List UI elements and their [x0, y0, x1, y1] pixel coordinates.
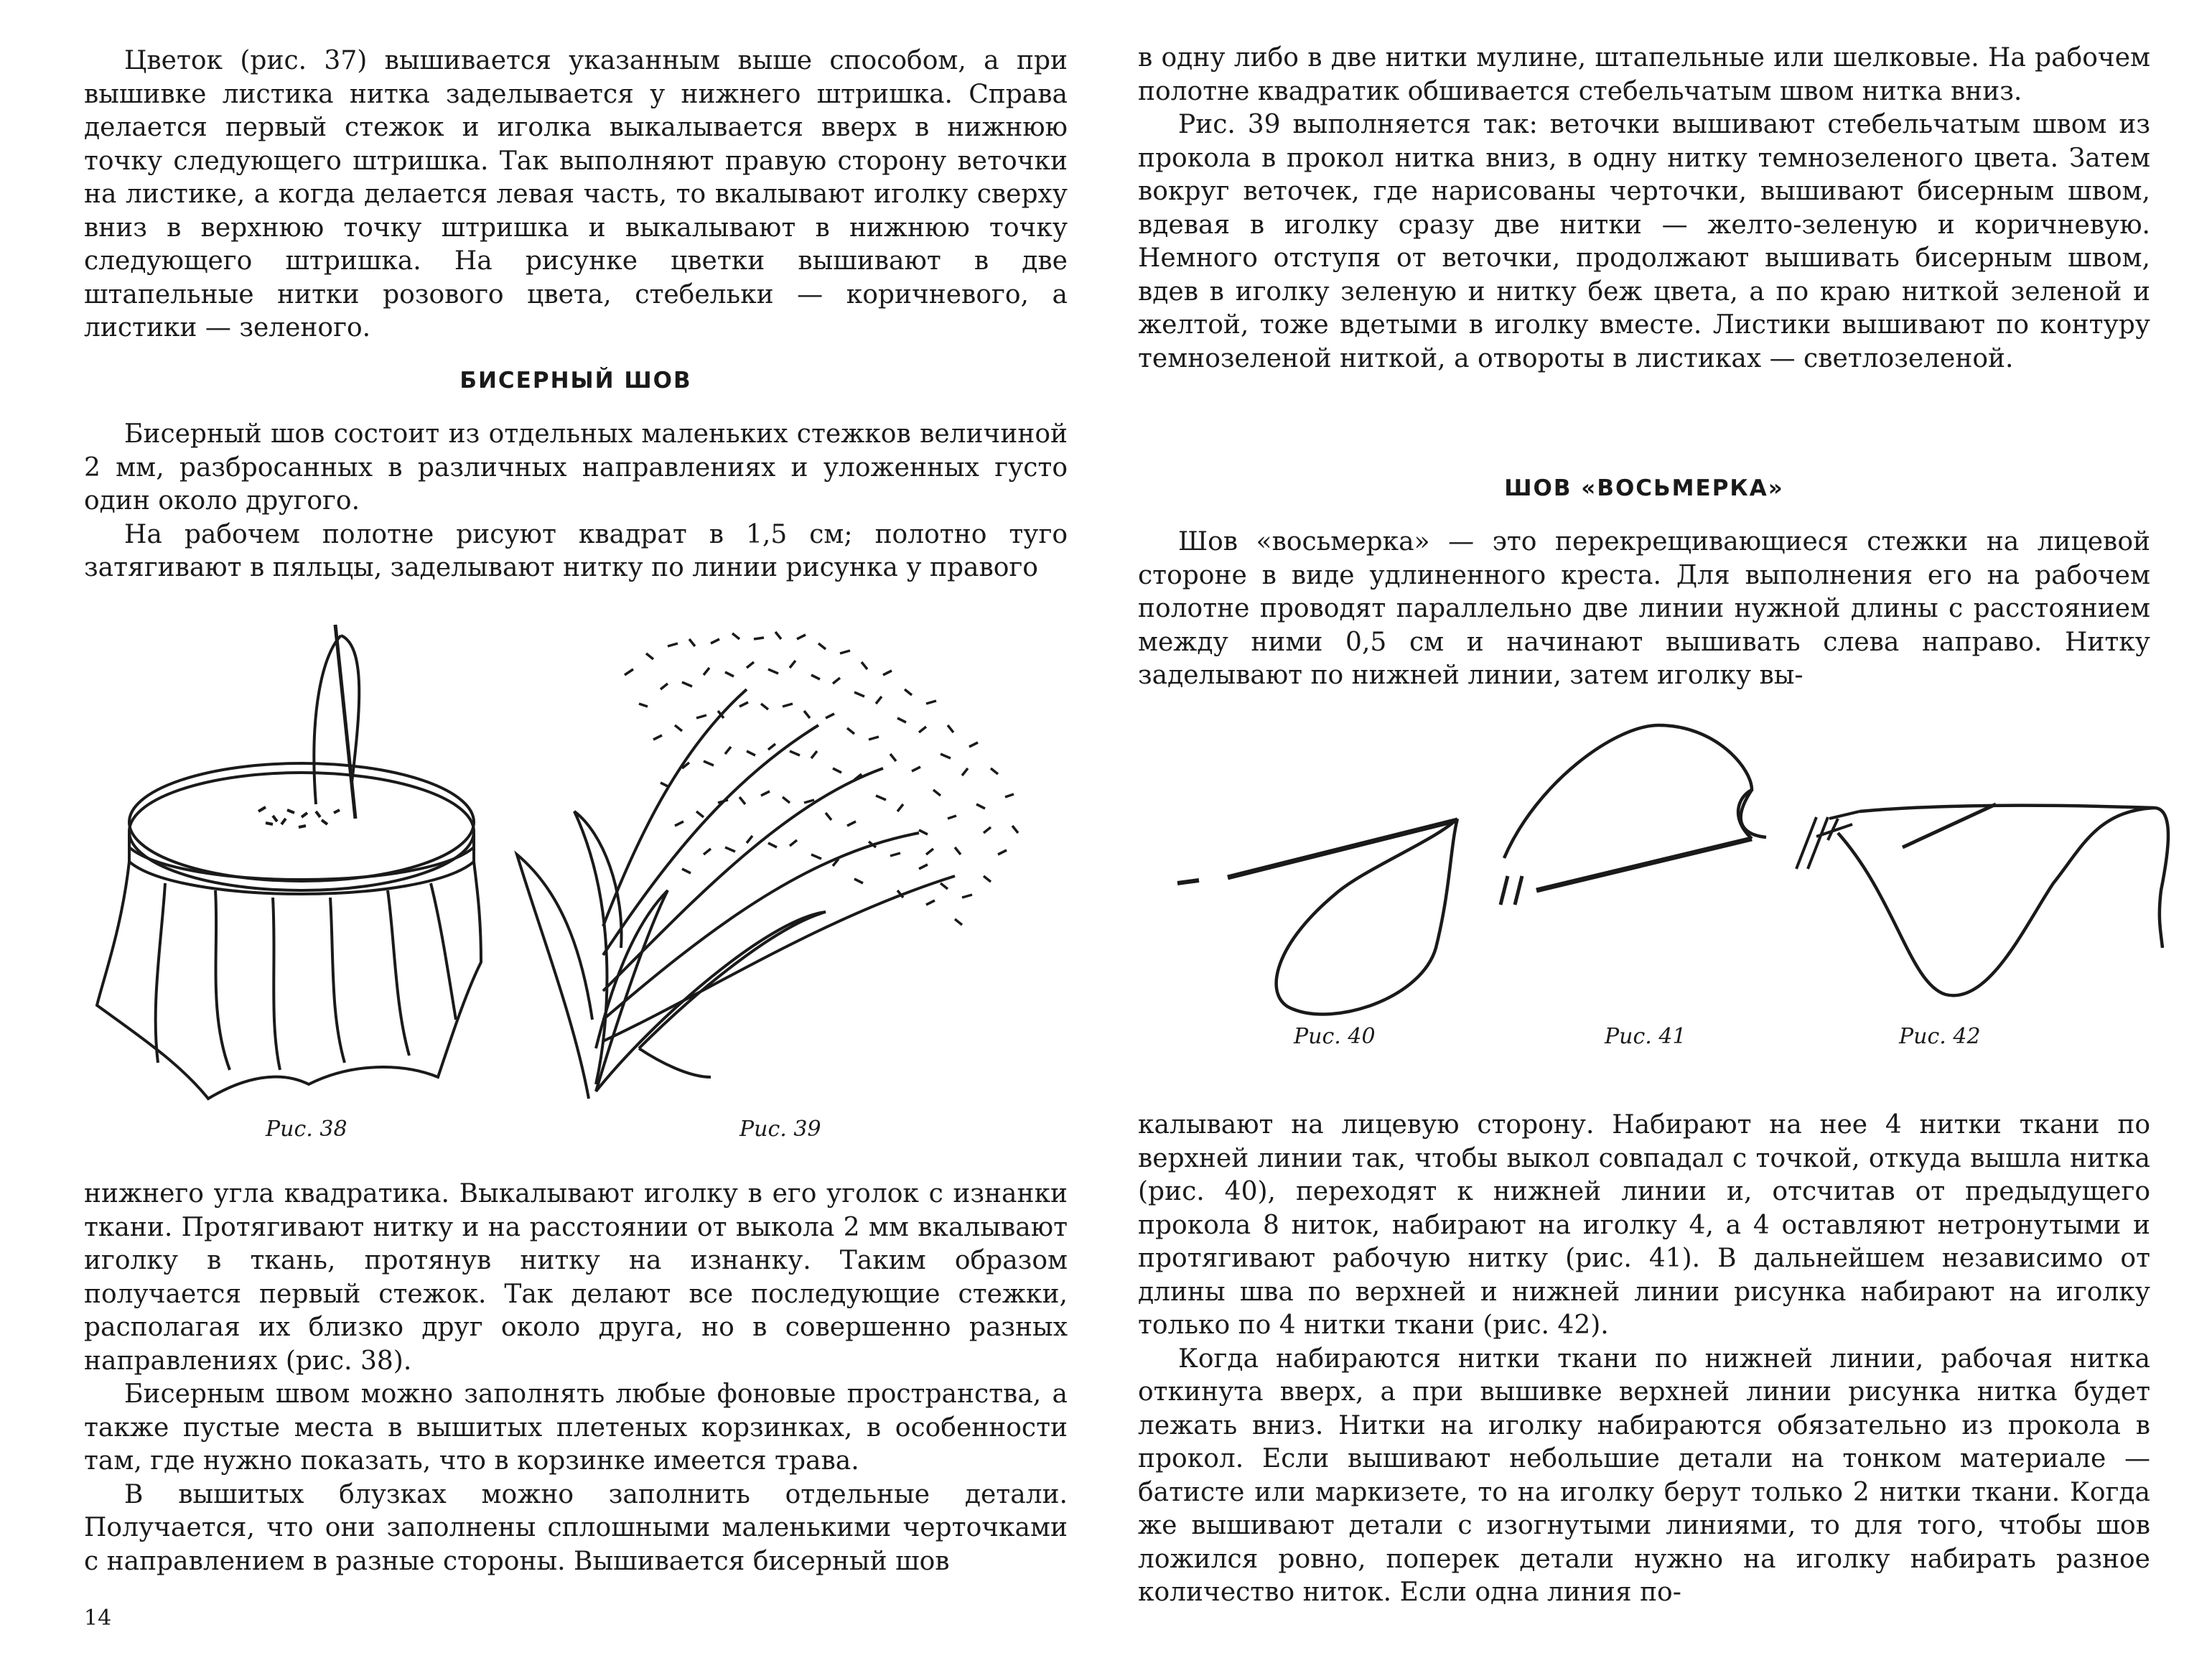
figure-eight-paragraph: Шов «восьмерка» — это перекрещивающиеся стежки на лицевой стороне в виде удлиненного креста. Для выполнения его на рабочем полотне проводят параллельно две линии нужной длины с расстоянием между ними 0,5 см и начинают вышивать слева направо. Нитку заделывают по нижней линии, затем иголку вы- [1138, 527, 2150, 690]
paragraph-blouses: В вышитых блузках можно заполнить отдельные детали. Получается, что они заполнены сплошными маленькими черточками с направлением в разные стороны. Вышивается бисерный шов [84, 1479, 1068, 1576]
left-intro-paragraph: Цветок (рис. 37) вышивается указанным выше способом, а при вышивке листика нитка заделывается у нижнего штришка. Справа делается первый стежок и иголка выкалывается вверх в нижнюю точку следующего штришка. Так выполняют правую сторону веточки на листике, а когда делается левая часть, то вкалывают иголку сверху вниз в верхнюю точку штришка и выкалывают в нижнюю точку следующего штришка. На рисунке цветки вышивают в две штапельные нитки розового цвета, стебельки — коричневого, а листики — зеленого. [84, 46, 1068, 343]
figure-39-leaves-illustration [495, 618, 1048, 1106]
right-intro-paragraph: в одну либо в две нитки мулине, штапельные или шелковые. На рабочем полотне квадратик обшивается стебельчатым швом нитка вниз. [1138, 43, 2150, 106]
beaded-stitch-paragraph-1: Бисерный шов состоит из отдельных маленьких стежков величиной 2 мм, разбросанных в различных направлениях и уложенных густо один около другого. [84, 419, 1068, 516]
figure-39-paragraph: Рис. 39 выполняется так: веточки вышивают стебельчатым швом из прокола в прокол нитка вниз, в одну нитку темнозеленого цвета. Затем вокруг веточек, где нарисованы черточки, вышивают бисерным швом, вдевая в иголку сразу две нитки — желто-зеленую и коричневую. Немного отступя от веточки, продолжают вышивать бисерным швом, вдев в иголку зеленую и нитку беж цвета, а по краю ниткой зеленой и желтой, тоже вдетыми в иголку вместе. Листики вышивают по контуру темнозеленой ниткой, а отвороты в листиках — светлозеленой. [1138, 110, 2150, 373]
figure-41-caption: Рис. 41 [1605, 1024, 1686, 1049]
figure-42-caption: Рис. 42 [1899, 1024, 1981, 1049]
figure-38-hoop-illustration [93, 603, 495, 1106]
figure-38-caption: Рис. 38 [266, 1117, 347, 1142]
left-top-text [84, 45, 1068, 345]
left-continuation-paragraph: нижнего угла квадратика. Выкалывают иголку в его уголок с изнанки ткани. Протягивают нитку и на расстоянии от выкола 2 мм вкалывают иголку в ткань, протянув нитку на изнанку. Таким образом получается первый стежок. Так делают все последующие стежки, располагая их близко друг около друга, но в совершенно разных направлениях (рис. 38). [84, 1179, 1068, 1376]
right-top-text [1138, 42, 2150, 376]
figures-40-42-illustration [1149, 711, 2168, 1027]
right-continuation-paragraph: калывают на лицевую сторону. Набирают на нее 4 нитки ткани по верхней линии так, чтобы выкол совпадал с точкой, откуда вышла нитка (рис. 40), переходят к нижней линии и, отсчитав от предыдущего прокола 8 ниток, набирают на иголку 4, а 4 оставляют нетронутыми и протягивают рабочую нитку (рис. 41). В дальнейшем независимо от длины шва по верхней и нижней линии рисунка набирают на иголку только по 4 нитки ткани (рис. 42). [1138, 1110, 2150, 1340]
figure-40-caption: Рис. 40 [1294, 1024, 1376, 1049]
beaded-stitch-paragraph-2: На рабочем полотне рисуют квадрат в 1,5 см; полотно туго затягивают в пяльцы, заделывают нитку по линии рисунка у правого [84, 519, 1068, 582]
right-section-text [1138, 526, 2150, 693]
left-section-text [84, 418, 1068, 585]
paragraph-threads: Когда набираются нитки ткани по нижней линии, рабочая нитка откинута вверх, а при вышивке верхней линии рисунка нитка будет лежать вниз. Нитки на иголку набираются обязательно из прокола в прокол. Если вышивают небольшие детали на тонком материале — батисте или маркизете, то на иголку берут только 2 нитки ткани. Когда же вышивают детали с изогнутыми линиями, то для того, чтобы шов ложился ровно, поперек детали нужно на иголку набирать разное количество ниток. Если одна линия по- [1138, 1343, 2150, 1607]
section-heading-beaded-stitch: БИСЕРНЫЙ ШОВ [459, 368, 692, 393]
left-bottom-text [84, 1178, 1068, 1578]
figure-39-caption: Рис. 39 [739, 1117, 821, 1142]
page-number: 14 [84, 1606, 112, 1631]
paragraph-backgrounds: Бисерным швом можно заполнять любые фоновые пространства, а также пустые места в вышитых плетеных корзинках, в особенности там, где нужно показать, что в корзинке имеется трава. [84, 1379, 1068, 1476]
section-heading-figure-eight-stitch: ШОВ «ВОСЬМЕРКА» [1504, 475, 1784, 501]
right-page [1106, 0, 2212, 1658]
right-bottom-text [1138, 1109, 2150, 1610]
